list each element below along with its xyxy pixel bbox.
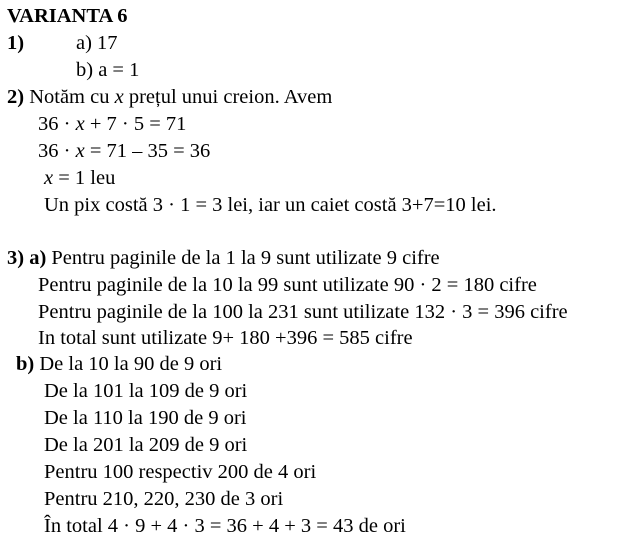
document-title: VARIANTA 6 [7,5,128,27]
problem-1-answer-b: b) a = 1 [76,59,140,81]
problem-3b-line-2: De la 101 la 109 de 9 ori [44,380,248,402]
equation-3: x = 1 leu [44,167,116,189]
problem-3b-line-6: Pentru 210, 220, 230 de 3 ori [44,488,284,510]
problem-2-intro: 2) Notăm cu x prețul unui creion. Avem [7,86,333,108]
problem-2-conclusion: Un pix costă 3 · 1 = 3 lei, iar un caiet costă 3+7=10 lei. [44,194,497,216]
problem-3b-line-5: Pentru 100 respectiv 200 de 4 ori [44,461,317,483]
problem-3a-line-1: 3) a) Pentru paginile de la 1 la 9 sunt utilizate 9 cifre [7,247,440,269]
problem-3b-line-7: În total 4 · 9 + 4 · 3 = 36 + 4 + 3 = 43 de ori [44,515,406,537]
problem-1-answer-a: a) 17 [76,32,118,54]
problem-1-number: 1) [7,32,25,54]
equation-1: 36 · x + 7 · 5 = 71 [38,113,187,135]
equation-2: 36 · x = 71 – 35 = 36 [38,140,211,162]
problem-3a-line-4: In total sunt utilizate 9+ 180 +396 = 585 cifre [38,327,413,349]
problem-3a-line-3: Pentru paginile de la 100 la 231 sunt utilizate 132 · 3 = 396 cifre [38,301,568,323]
problem-3a-line-2: Pentru paginile de la 10 la 99 sunt utilizate 90 · 2 = 180 cifre [38,274,537,296]
problem-3b-line-3: De la 110 la 190 de 9 ori [44,407,247,429]
problem-3b-line-1: b) De la 10 la 90 de 9 ori [16,353,223,375]
problem-3b-line-4: De la 201 la 209 de 9 ori [44,434,248,456]
